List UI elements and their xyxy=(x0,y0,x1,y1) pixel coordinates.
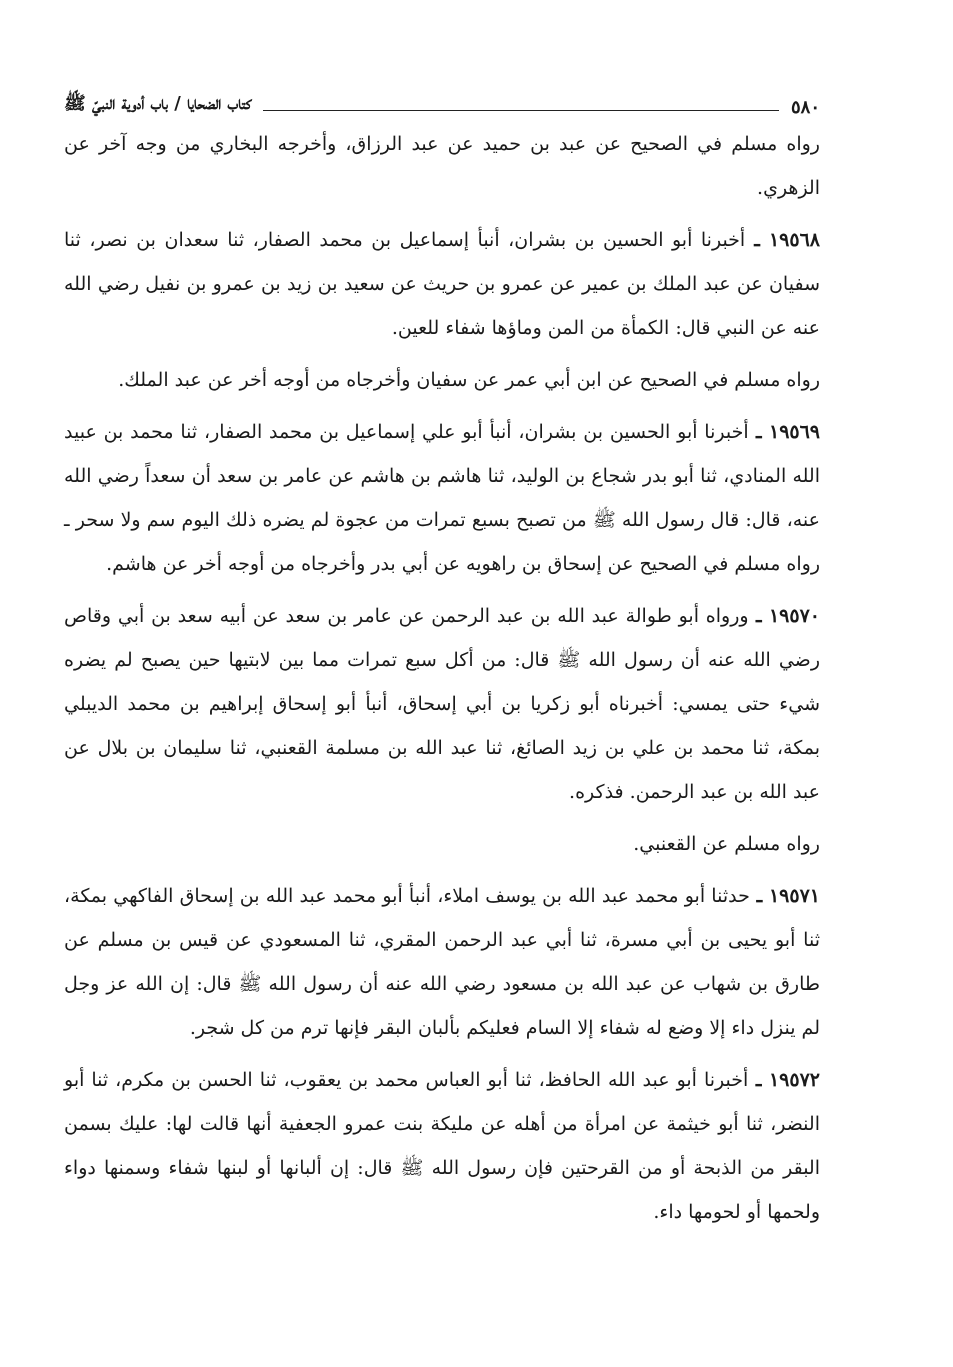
hadith-number: ١٩٥٧١ ـ xyxy=(749,885,820,907)
paragraph-7 xyxy=(64,874,820,1050)
hadith-number: ١٩٥٧٠ ـ xyxy=(748,605,820,627)
page-number: ٥٨٠ xyxy=(790,97,820,118)
paragraph-text: رواه مسلم في الصحيح عن ابن أبي عمر عن سفيان وأخرجاه من أوجه أخر عن عبد الملك. xyxy=(118,369,820,391)
header-rule xyxy=(263,110,779,111)
hadith-number: ١٩٥٦٨ ـ xyxy=(745,229,820,251)
paragraph-text: أخبرنا أبو الحسين بن بشران، أنبأ أبو علي إسماعيل بن محمد الصفار، ثنا محمد بن عبيد الله المنادي، ثنا أبو بدر شجاع بن الوليد، ثنا هاشم بن هاشم عن عامر بن سعد أن سعداً رضي الله عنه، قال: قال رسول الله ﷺ من تصبح بسبع تمرات من عجوة لم يضره ذلك اليوم سم ولا سحر ـ رواه مسلم في الصحيح عن إسحاق بن راهويه عن أبي بدر وأخرجاه من أوجه أخر عن هاشم. xyxy=(64,421,820,575)
paragraph-3 xyxy=(64,358,820,402)
paragraph-text: رواه مسلم في الصحيح عن عبد بن حميد عن عبد الرزاق، وأخرجه البخاري من وجه آخر عن الزهري. xyxy=(64,133,820,199)
paragraph-text: حدثنا أبو محمد عبد الله بن يوسف املاء، أنبأ أبو محمد عبد الله بن إسحاق الفاكهي بمكة، ثنا أبو يحيى بن أبي مسرة، ثنا أبي عبد الرحمن المقري، ثنا المسعودي عن قيس بن مسلم عن طارق بن شهاب عن عبد الله بن مسعود رضي الله عنه أن رسول الله ﷺ قال: إن الله عز وجل لم ينزل داء إلا وضع له شفاء إلا السام فعليكم بألبان البقر فإنها ترم من كل شجر. xyxy=(64,885,820,1039)
paragraph-text: ورواه أبو طوالة عبد الله بن عبد الرحمن عن عامر بن سعد عن أبيه سعد بن أبي وقاص رضي الله عنه أن رسول الله ﷺ قال: من أكل سبع تمرات مما بين لابتيها حين يصبح لم يضره شيء حتى يمسي: أخبرناه أبو زكريا بن أبي إسحاق، أنبأ أبو إسحاق إبراهيم بن محمد الديبلي بمكة، ثنا محمد بن علي بن زيد الصائغ، ثنا عبد الله بن مسلمة القعنبي، ثنا سليمان بن بلال عن عبد الله بن عبد الرحمن. فذكره. xyxy=(64,605,820,803)
paragraph-5 xyxy=(64,594,820,814)
hadith-number: ١٩٥٧٢ ـ xyxy=(748,1069,820,1091)
paragraph-8 xyxy=(64,1058,820,1234)
paragraph-4 xyxy=(64,410,820,586)
page-header xyxy=(64,82,820,118)
paragraph-6 xyxy=(64,822,820,866)
paragraph-text: رواه مسلم عن القعنبي. xyxy=(633,833,820,855)
hadith-number: ١٩٥٦٩ ـ xyxy=(748,421,821,443)
paragraph-2 xyxy=(64,218,820,350)
paragraph-text: أخبرنا أبو الحسين بن بشران، أنبأ إسماعيل بن محمد الصفار، ثنا سعدان بن نصر، ثنا سفيان عن عبد الملك بن عمير عن عمرو بن حريث عن سعيد بن زيد بن عمرو بن نفيل رضي الله عنه عن النبي قال: الكمأة من المن وماؤها شفاء للعين. xyxy=(64,229,820,339)
paragraph-text: أخبرنا أبو عبد الله الحافظ، ثنا أبو العباس محمد بن يعقوب، ثنا الحسن بن مكرم، ثنا أبو النضر، ثنا أبو خيثمة عن امرأة من أهله عن مليكة بنت عمرو الجعفية أنها قالت لها: عليك بسمن البقر من الذبحة أو من القرحتين فإن رسول الله ﷺ قال: إن ألبانها أو لبنها شفاء وسمنها دواء ولحمها أو لحومها داء. xyxy=(64,1069,820,1223)
running-title: كتاب الضحايا / باب أدوية النبيّ ﷺ xyxy=(64,93,252,114)
paragraph-1 xyxy=(64,122,820,210)
